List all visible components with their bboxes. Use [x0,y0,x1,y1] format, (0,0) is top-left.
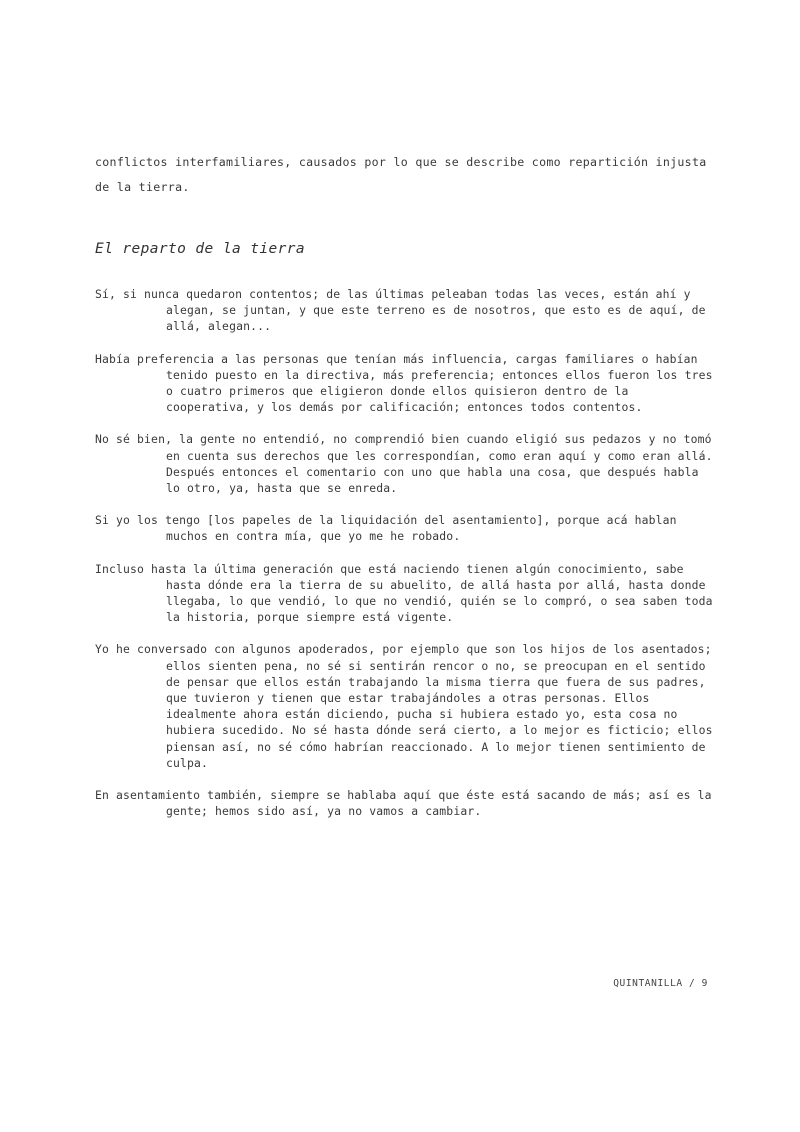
testimony-quote: En asentamiento también, siempre se hablaba aquí que éste está sacando de más; así es la gente; hemos sido así, ya no vamos a cambiar. [95,788,712,819]
section-heading: El reparto de la tierra [95,241,305,257]
testimony-quote: Yo he conversado con algunos apoderados, por ejemplo que son los hijos de los asentados; ellos sienten pena, no sé si sentirán rencor o no, se preocupan en el sentido de pensar que ellos están trabajando la misma tierra que fuera de sus padres, que tuvieron y tienen que estar trabajándoles a otras personas. Ellos idealmente ahora están diciendo, pucha si hubiera estado yo, esta cosa no hubiera sucedido. No sé hasta dónde será cierto, a lo mejor es ficticio; ellos piensan así, no sé cómo habrían reaccionado. A lo mejor tienen sentimiento de culpa. [95,642,713,770]
page-footer: QUINTANILLA / 9 [613,978,708,989]
testimony-list [95,286,715,835]
testimony-quote: Había preferencia a las personas que tenían más influencia, cargas familiares o habían tenido puesto en la directiva, más preferencia; entonces ellos fueron los tres o cuatro primeros que eligieron donde ellos quisieron dentro de la cooperativa, y los demás por calificación; entonces todos contentos. [95,351,713,415]
testimony-quote: No sé bien, la gente no entendió, no comprendió bien cuando eligió sus pedazos y no tomó en cuenta sus derechos que les correspondían, como eran aquí y como eran allá. Después entonces el comentario con uno que habla una cosa, que después habla lo otro, ya, hasta que se enreda. [95,432,713,496]
intro-paragraph: conflictos interfamiliares, causados por lo que se describe como repartición injusta de la tierra. [95,155,707,194]
testimony-quote: Incluso hasta la última generación que está naciendo tienen algún conocimiento, sabe hasta dónde era la tierra de su abuelito, de allá hasta por allá, hasta donde llegaba, lo que vendió, lo que no vendió, quién se lo compró, o sea saben toda la historia, porque siempre está vigente. [95,561,713,625]
testimony-quote: Si yo los tengo [los papeles de la liquidación del asentamiento], porque acá hablan muchos en contra mía, que yo me he robado. [95,513,677,544]
testimony-quote: Sí, si nunca quedaron contentos; de las últimas peleaban todas las veces, están ahí y alegan, se juntan, y que este terreno es de nosotros, que esto es de aquí, de allá, alegan... [95,287,706,334]
